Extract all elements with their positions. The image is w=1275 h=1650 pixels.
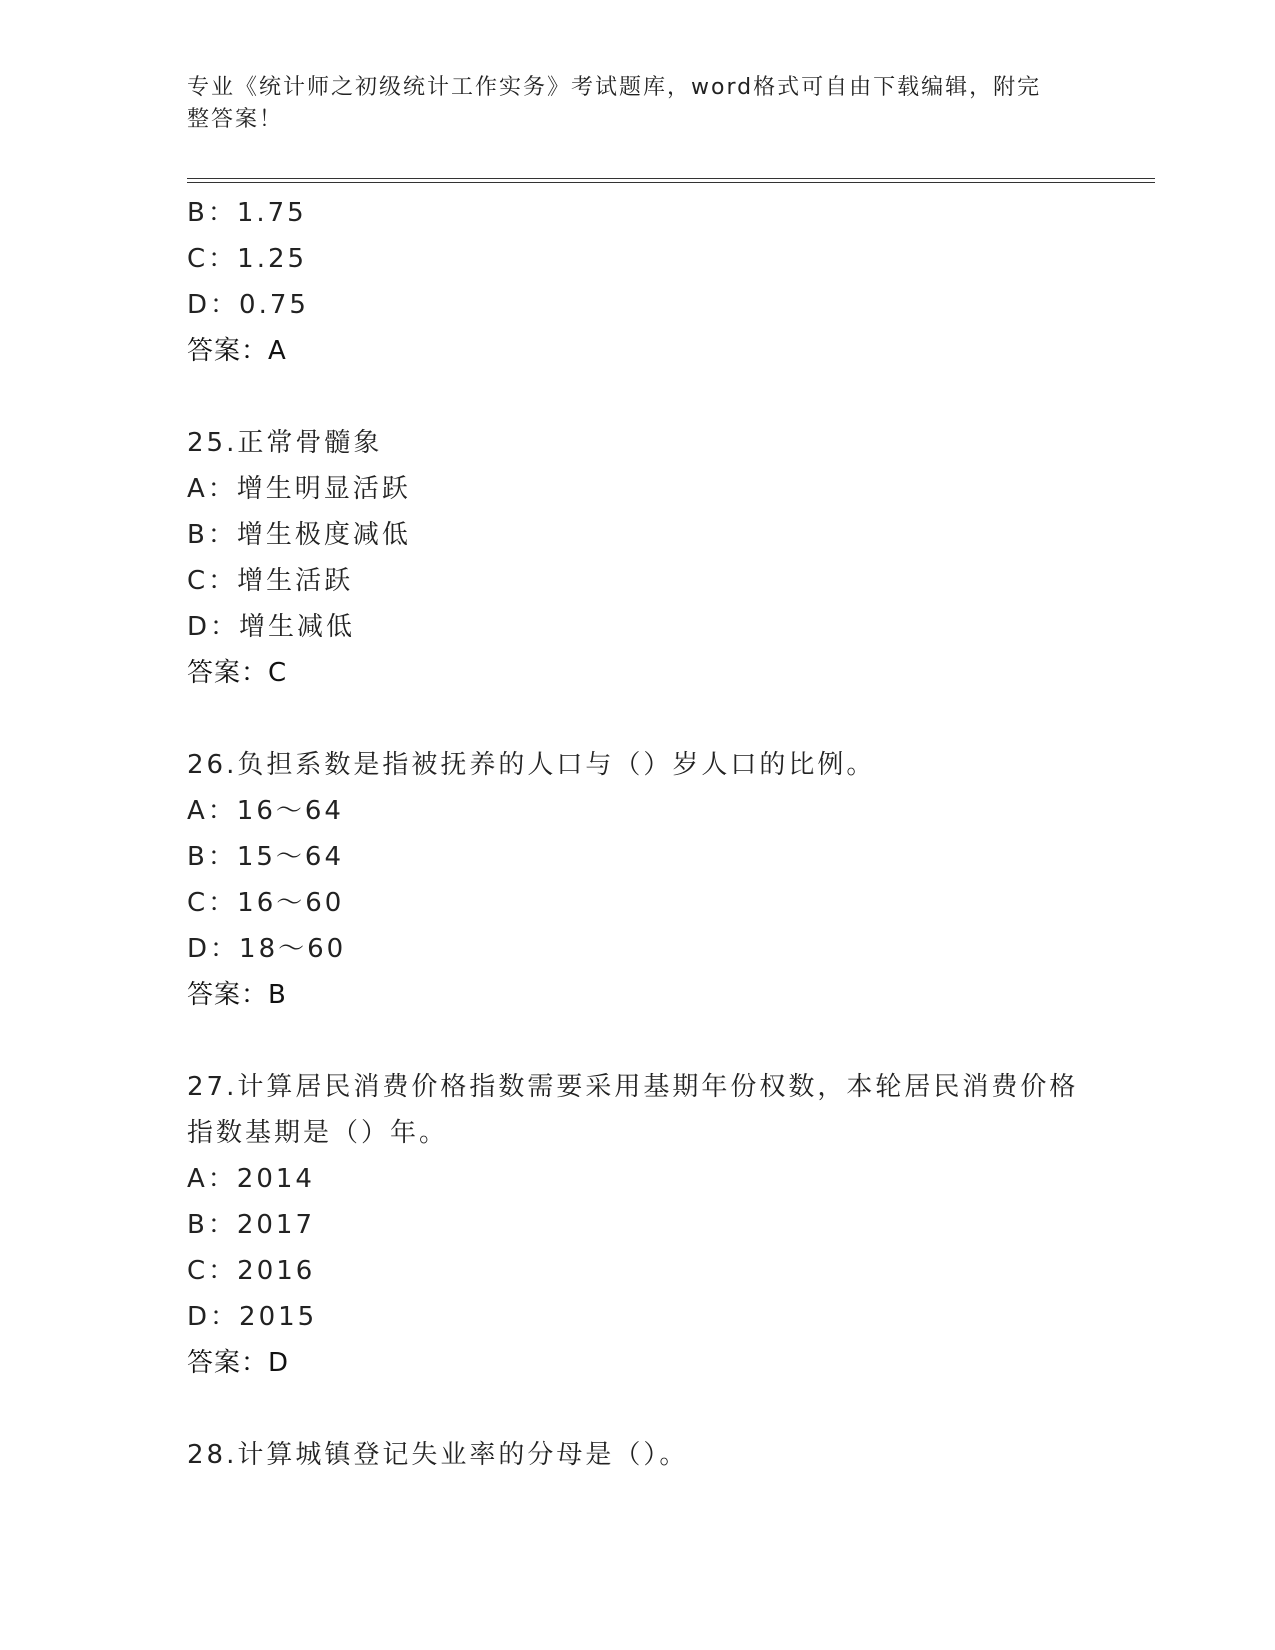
question-block-26 <box>187 742 1087 1018</box>
question-block-25 <box>187 420 1087 696</box>
question-block-prev <box>187 190 1087 374</box>
answer-line: 答案：B <box>187 980 287 1010</box>
option-c: C：增生活跃 <box>187 566 354 596</box>
answer-line: 答案：D <box>187 1348 290 1378</box>
question-text-line-2: 指数基期是（）年。 <box>187 1118 449 1148</box>
header-divider-top <box>187 178 1155 179</box>
option-d: D：18～60 <box>187 934 347 964</box>
header-line-2: 整答案！ <box>187 107 284 132</box>
option-d: D：0.75 <box>187 290 309 320</box>
question-text: 26.负担系数是指被抚养的人口与（）岁人口的比例。 <box>187 750 876 780</box>
option-a: A：16～64 <box>187 796 344 826</box>
option-b: B：1.75 <box>187 198 307 228</box>
option-d: D：增生减低 <box>187 612 356 642</box>
answer-line: 答案：C <box>187 658 288 688</box>
question-list <box>187 190 1087 1478</box>
question-block-27 <box>187 1064 1087 1386</box>
header-line-1: 专业《统计师之初级统计工作实务》考试题库，word格式可自由下载编辑，附完 <box>187 75 1042 100</box>
option-c: C：1.25 <box>187 244 308 274</box>
question-block-28 <box>187 1432 1087 1478</box>
spacer <box>187 696 1087 742</box>
option-d: D：2015 <box>187 1302 318 1332</box>
option-c: C：2016 <box>187 1256 316 1286</box>
spacer <box>187 374 1087 420</box>
spacer <box>187 1018 1087 1064</box>
option-a: A：增生明显活跃 <box>187 474 411 504</box>
question-text: 25.正常骨髓象 <box>187 428 383 458</box>
option-a: A：2014 <box>187 1164 315 1194</box>
answer-line: 答案：A <box>187 336 287 366</box>
option-b: B：15～64 <box>187 842 345 872</box>
question-text: 28.计算城镇登记失业率的分母是（）。 <box>187 1440 689 1470</box>
header-divider-bottom <box>187 182 1155 183</box>
question-text-line-1: 27.计算居民消费价格指数需要采用基期年份权数，本轮居民消费价格 <box>187 1072 1079 1102</box>
option-b: B：2017 <box>187 1210 316 1240</box>
option-b: B：增生极度减低 <box>187 520 411 550</box>
spacer <box>187 1386 1087 1432</box>
document-header <box>187 72 1087 136</box>
option-c: C：16～60 <box>187 888 345 918</box>
